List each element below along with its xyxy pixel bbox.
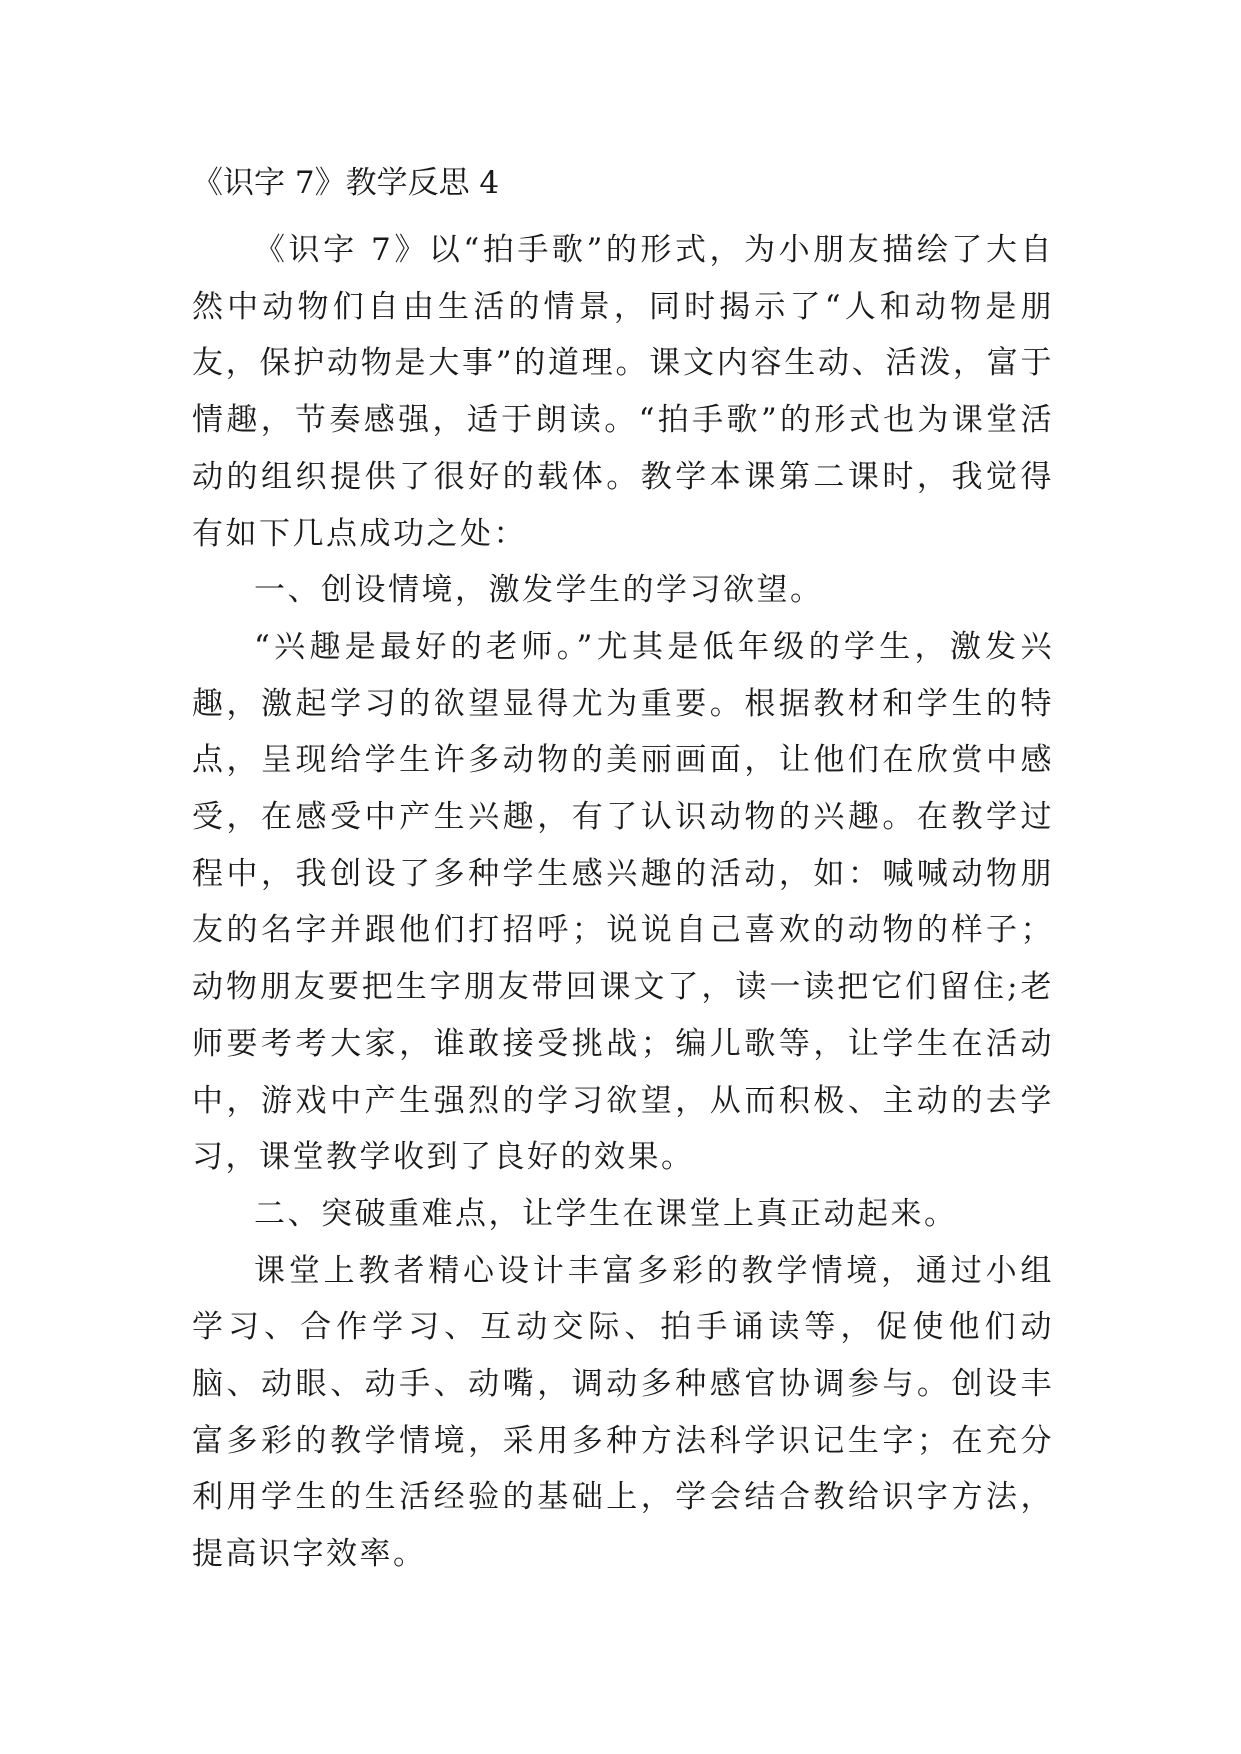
section-heading-2: 二、突破重难点，让学生在课堂上真正动起来。 xyxy=(254,1195,958,1232)
paragraph-section-1: “兴趣是最好的老师。”尤其是低年级的学生，激发兴趣，激起学习的欲望显得尤为重要。根据教材和学生的特点，呈现给学生许多动物的美丽画面，让他们在欣赏中感受，在感受中产生兴趣，有了认识动物的兴趣。在教学过程中，我创设了多种学生感兴趣的活动，如：喊喊动物朋友的名字并跟他们打招呼；说说自己喜欢的动物的样子；动物朋友要把生字朋友带回课文了，读一读把它们留住;老师要考考大家，谁敢接受挑战；编儿歌等，让学生在活动中，游戏中产生强烈的学习欲望，从而积极、主动的去学习，课堂教学收到了良好的效果。 xyxy=(192,628,1054,1176)
section-heading-1: 一、创设情境，激发学生的学习欲望。 xyxy=(254,572,824,609)
document-title: 《识字 7》教学反思 4 xyxy=(192,165,500,201)
paragraph-intro: 《识字 7》以“拍手歌”的形式，为小朋友描绘了大自然中动物们自由生活的情景，同时揭示了“人和动物是朋友，保护动物是大事”的道理。课文内容生动、活泼，富于情趣，节奏感强，适于朗读。“拍手歌”的形式也为课堂活动的组织提供了很好的载体。教学本课第二课时，我觉得有如下几点成功之处： xyxy=(192,232,1054,552)
paragraph-section-2: 课堂上教者精心设计丰富多彩的教学情境，通过小组学习、合作学习、互动交际、拍手诵读等，促使他们动脑、动眼、动手、动嘴，调动多种感官协调参与。创设丰富多彩的教学情境，采用多种方法科学识记生字；在充分利用学生的生活经验的基础上，学会结合教给识字方法，提高识字效率。 xyxy=(192,1252,1054,1573)
document-body xyxy=(192,222,1054,1583)
